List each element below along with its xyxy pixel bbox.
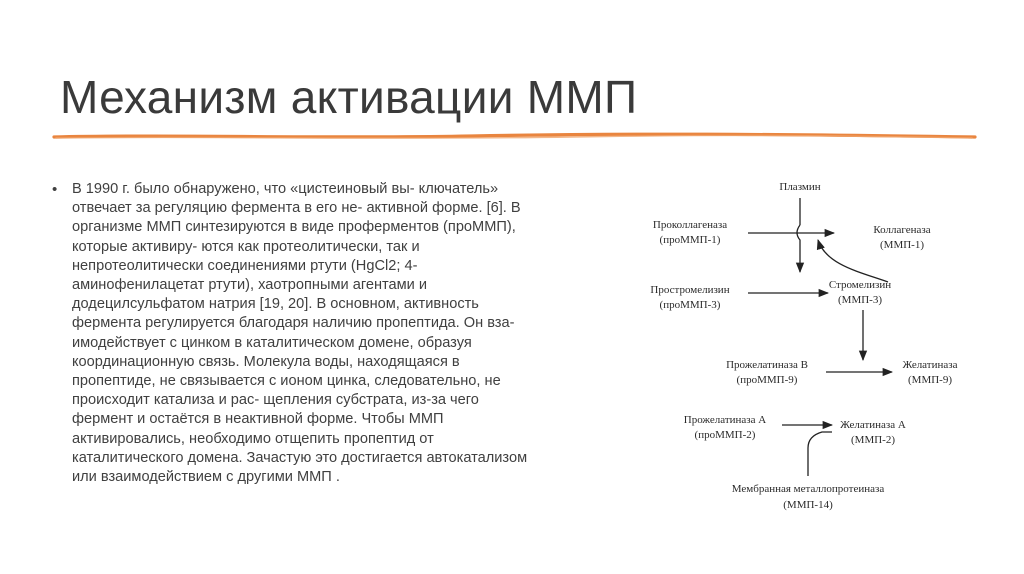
title-divider <box>52 128 977 146</box>
label-membrane-mmp: Мембранная металлопротеиназа <box>731 483 885 495</box>
label-progelatinase-a: Прожелатиназа А <box>683 414 767 426</box>
label-procollagenase-code: (проММП-1) <box>659 234 721 246</box>
label-plasmin: Плазмин <box>779 181 821 193</box>
label-progelatinase-b-code: (проММП-9) <box>736 374 798 386</box>
label-collagenase-code: (ММП-1) <box>880 239 924 251</box>
label-stromelysin: Стромелизин <box>828 279 892 291</box>
label-prostromelysin: Простромелизин <box>650 284 730 296</box>
label-gelatinase-a-code: (ММП-2) <box>851 434 895 446</box>
mmp-activation-diagram <box>630 170 1000 520</box>
arrow-stromelysin-feedback <box>818 240 888 282</box>
arrow-plasmin-to-prostromelysin-branch <box>797 225 800 272</box>
label-procollagenase: Проколлагеназа <box>652 219 728 231</box>
label-gelatinase-b: Желатиназа <box>902 359 958 371</box>
label-collagenase: Коллагеназа <box>873 224 931 236</box>
label-stromelysin-code: (ММП-3) <box>838 294 882 306</box>
arrow-membrane-to-gelatinase-a <box>808 432 832 476</box>
bullet-list <box>52 180 600 487</box>
bullet-marker: • <box>52 181 58 198</box>
label-gelatinase-b-code: (ММП-9) <box>908 374 952 386</box>
label-membrane-mmp-code: (ММП-14) <box>783 499 833 511</box>
label-gelatinase-a: Желатиназа А <box>840 419 906 431</box>
label-prostromelysin-code: (проММП-3) <box>659 299 721 311</box>
label-progelatinase-a-code: (проММП-2) <box>694 429 756 441</box>
slide-title: Механизм активации ММП <box>60 71 638 123</box>
bullet-paragraph: В 1990 г. было обнаружено, что «цистеиновый вы- ключатель» отвечает за регуляцию фермента в его не- активной форме. [6]. В организме ММП синтезируются в виде проферментов (проММП), которые активиру- ются как протеолитически, так и непротеолитически соединениями ртути (HgCl2; 4- аминофенилацетат ртути), хаотропными агентами и додецилсульфатом натрия [19, 20]. В основном, активность фермента регулируется благодаря наличию пропептида. Он вза- имодействует с цинком в каталитическом домене, образуя координационную связь. Молекула воды, находящаяся в пропептиде, не связывается с ионом цинка, следовательно, не происходит катализа и рас- щепления субстрата, из-за чего фермент и остаётся в неактивной форме. Чтобы ММП активировались, необходимо отщепить пропептид от каталитического домена. Зачастую это достигается автокатализом или взаимодействием с другими ММП . <box>72 181 528 486</box>
label-progelatinase-b: Прожелатиназа В <box>726 359 808 371</box>
